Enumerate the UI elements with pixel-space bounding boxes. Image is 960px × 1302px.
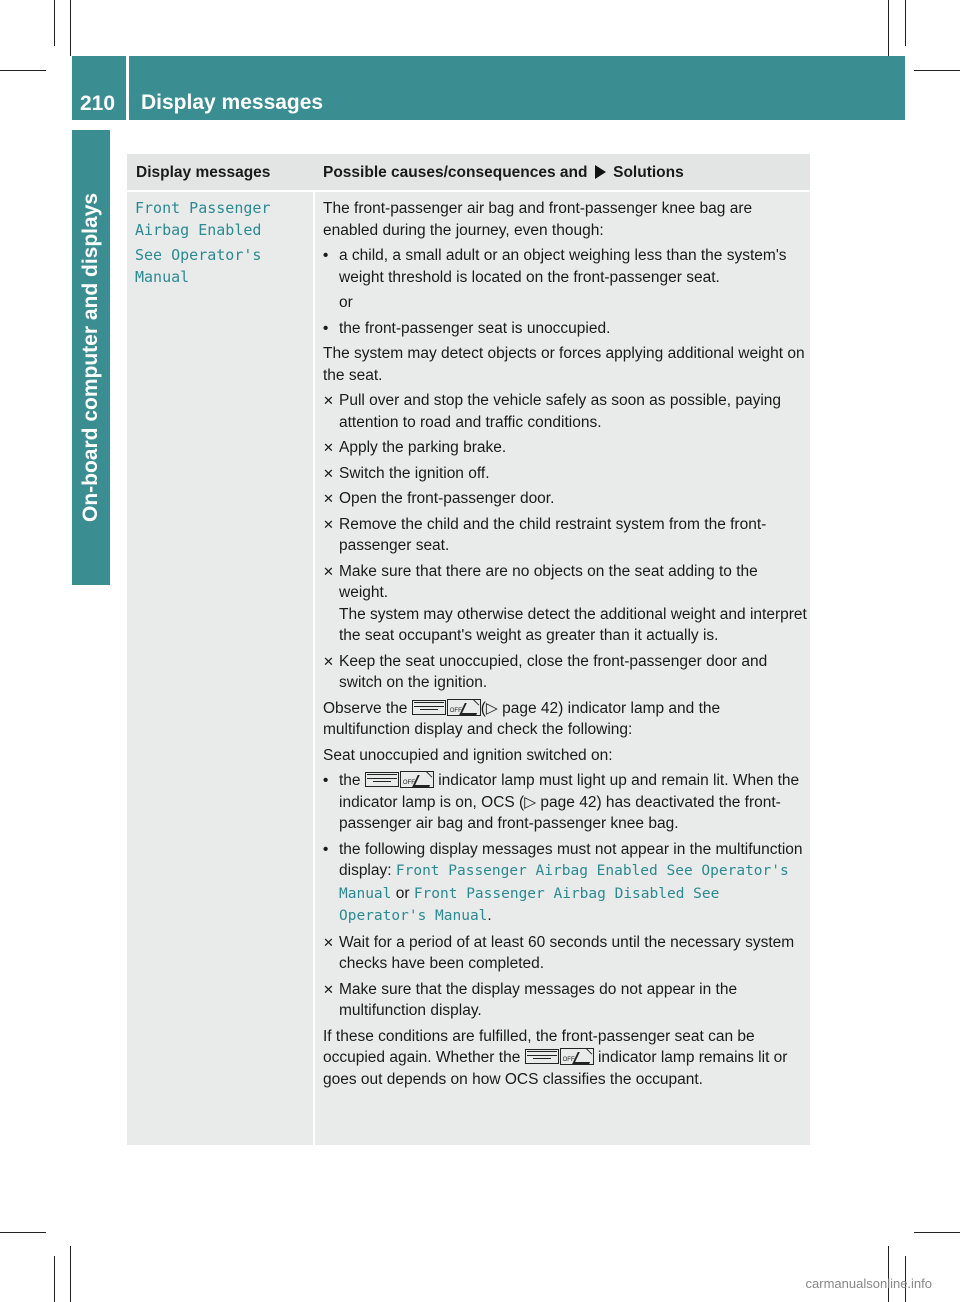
bullet-text: a child, a small adult or an object weighing less than the system's weight threshold is located on the front-passenger seat. bbox=[339, 247, 787, 286]
airbag-off-icon: OFF bbox=[560, 1048, 594, 1065]
step-item bbox=[323, 561, 807, 647]
crop-mark bbox=[70, 0, 71, 56]
crop-mark bbox=[905, 0, 906, 46]
page-number: 210 bbox=[80, 92, 116, 115]
display-message-line: See Operator's Manual bbox=[135, 246, 262, 286]
step-item bbox=[323, 390, 807, 433]
paragraph bbox=[323, 1026, 807, 1091]
crop-mark bbox=[70, 1246, 71, 1302]
step-x-icon: ✕ bbox=[323, 393, 334, 408]
side-tab-label: On-board computer and displays bbox=[79, 192, 102, 523]
display-message-inline: Front Passenger Airbag Disabled See Operator's Manual bbox=[339, 885, 720, 924]
column-divider bbox=[313, 154, 315, 1145]
table-header bbox=[127, 154, 810, 192]
or-text: or bbox=[395, 884, 410, 902]
crop-mark bbox=[914, 1232, 960, 1233]
bullet-icon bbox=[323, 839, 337, 861]
step-text: Make sure that the display messages do not appear in the multifunction display. bbox=[339, 980, 738, 1019]
crop-mark bbox=[914, 70, 960, 71]
arrow-right-icon bbox=[595, 165, 606, 179]
bullet-text: the following display messages must not appear in the multifunction display: bbox=[339, 840, 803, 879]
step-text: Open the front-passenger door. bbox=[339, 490, 555, 507]
header-divider bbox=[126, 56, 129, 120]
step-x-icon: ✕ bbox=[323, 440, 334, 455]
bullet-item bbox=[323, 318, 807, 340]
step-x-icon: ✕ bbox=[323, 563, 334, 579]
crop-mark bbox=[54, 1256, 55, 1302]
step-item bbox=[323, 932, 807, 975]
paragraph: The system may detect objects or forces applying additional weight on the seat. bbox=[323, 345, 805, 384]
step-item bbox=[323, 651, 807, 694]
crop-mark bbox=[0, 70, 46, 71]
airbag-off-icon: OFF bbox=[400, 771, 434, 788]
airbag-off-icon: OFF bbox=[447, 699, 481, 716]
display-message-inline: Front Passenger Airbag Enabled See Operator's Manual bbox=[339, 863, 789, 902]
step-x-icon: ✕ bbox=[323, 981, 334, 997]
bullet-item bbox=[323, 770, 807, 835]
step-item bbox=[323, 437, 807, 459]
step-item bbox=[323, 514, 807, 557]
step-x-icon: ✕ bbox=[323, 653, 334, 669]
step-note: The system may otherwise detect the additional weight and interpret the seat occupant's weight as greater than it actually is. bbox=[339, 605, 807, 644]
paragraph bbox=[323, 698, 807, 741]
passenger-airbag-icon bbox=[412, 700, 446, 715]
column-header-solutions-label: Solutions bbox=[613, 164, 684, 181]
column-header-causes: Possible causes/consequences and bbox=[323, 164, 588, 181]
crop-mark bbox=[888, 0, 889, 56]
step-x-icon: ✕ bbox=[323, 516, 334, 532]
step-x-icon: ✕ bbox=[323, 491, 334, 506]
page-title: Display messages bbox=[141, 91, 324, 114]
paragraph: Seat unoccupied and ignition switched on: bbox=[323, 746, 613, 764]
paragraph-text: If these conditions are fulfilled, the front-passenger seat can be occupied again. Whether the bbox=[323, 1027, 755, 1066]
step-text: Make sure that there are no objects on the seat adding to the weight. bbox=[339, 562, 758, 601]
column-header-messages: Display messages bbox=[136, 164, 271, 181]
bullet-text: the bbox=[339, 772, 361, 789]
bullet-item bbox=[323, 245, 807, 288]
watermark: carmanualsonline.info bbox=[805, 1276, 932, 1291]
or-text: or bbox=[339, 294, 353, 311]
display-messages-table bbox=[127, 154, 810, 1145]
step-text: Remove the child and the child restraint system from the front-passenger seat. bbox=[339, 515, 767, 554]
step-item bbox=[323, 488, 807, 510]
bullet-text: indicator lamp must light up and remain lit. When the indicator lamp is on, OCS (▷ page 42) has deactivated the front-passenger air bag and front-passenger knee bag. bbox=[339, 772, 800, 832]
bullet-icon bbox=[323, 318, 337, 340]
bullet-text: the front-passenger seat is unoccupied. bbox=[339, 319, 611, 337]
passenger-airbag-icon bbox=[525, 1049, 559, 1064]
passenger-airbag-icon bbox=[365, 772, 399, 787]
crop-mark bbox=[888, 1246, 889, 1302]
step-item bbox=[323, 979, 807, 1022]
bullet-item bbox=[323, 839, 807, 928]
paragraph-text: indicator lamp remains lit or goes out depends on how OCS classifies the occupant. bbox=[323, 1049, 788, 1088]
paragraph: The front-passenger air bag and front-passenger knee bag are enabled during the journey, even though: bbox=[323, 200, 753, 239]
step-text: Wait for a period of at least 60 seconds until the necessary system checks have been completed. bbox=[339, 933, 795, 972]
bullet-icon bbox=[323, 245, 337, 267]
step-text: Switch the ignition off. bbox=[339, 464, 490, 482]
column-header-solutions bbox=[323, 162, 684, 184]
period: . bbox=[487, 907, 492, 924]
solutions-cell bbox=[323, 198, 807, 1094]
step-text: Keep the seat unoccupied, close the front-passenger door and switch on the ignition. bbox=[339, 652, 768, 691]
bullet-icon bbox=[323, 770, 337, 792]
paragraph-text: Observe the bbox=[323, 699, 408, 717]
crop-mark bbox=[0, 1232, 46, 1233]
step-x-icon: ✕ bbox=[323, 934, 334, 950]
step-text: Apply the parking brake. bbox=[339, 439, 507, 456]
paragraph-text: (▷ page 42) indicator lamp and the multifunction display and check the following: bbox=[323, 699, 721, 738]
step-text: Pull over and stop the vehicle safely as soon as possible, paying attention to road and traffic conditions. bbox=[339, 392, 782, 431]
step-item bbox=[323, 463, 807, 485]
display-message-line: Front Passenger Airbag Enabled bbox=[135, 199, 271, 239]
crop-mark bbox=[54, 0, 55, 46]
step-x-icon: ✕ bbox=[323, 465, 334, 481]
message-cell bbox=[135, 198, 310, 292]
